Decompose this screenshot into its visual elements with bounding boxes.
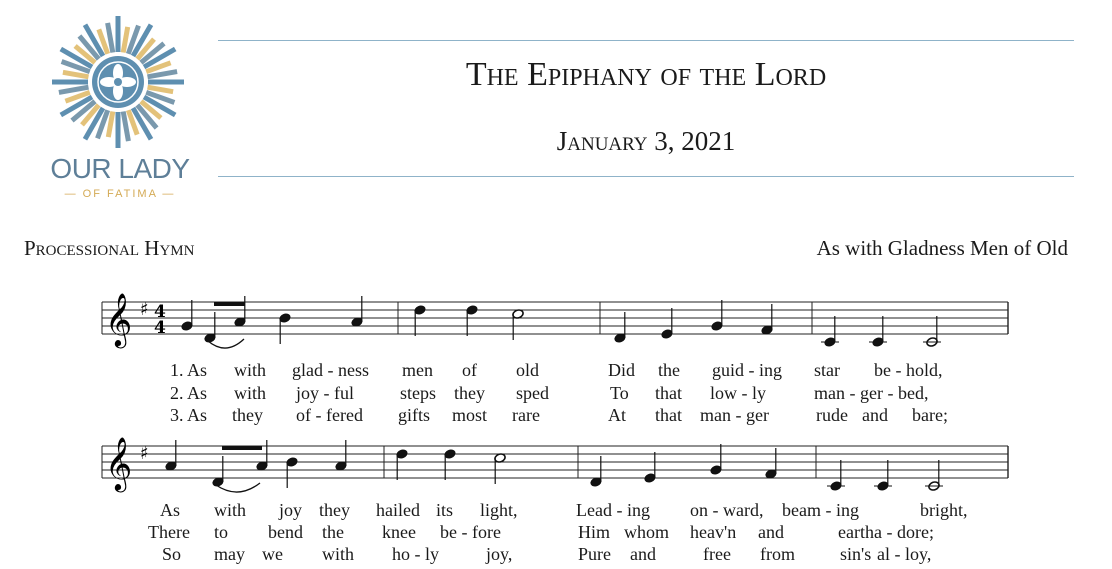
lyric-syllable: bend [268, 522, 303, 542]
lyric-syllable: joy - ful [296, 383, 354, 403]
hymn-title: As with Gladness Men of Old [816, 236, 1068, 260]
lyric-syllable: star [814, 360, 840, 380]
lyric-syllable: whom [624, 522, 669, 542]
lyric-syllable: from [760, 544, 795, 564]
lyric-syllable: gifts [398, 405, 431, 425]
section-heading: Processional Hymn [24, 236, 195, 260]
lyric-syllable: sin's [840, 544, 872, 564]
lyric-syllable: and [758, 522, 784, 542]
svg-text:4: 4 [154, 302, 166, 322]
svg-text:𝄞: 𝄞 [105, 436, 133, 490]
lyric-syllable: its [436, 500, 454, 520]
svg-text:♯: ♯ [140, 443, 149, 464]
lyric-syllable: low - ly [710, 383, 766, 403]
lyric-syllable: they [454, 383, 485, 403]
lyric-syllable: Lead - ing [576, 500, 650, 520]
lyric-syllable: with [322, 544, 355, 564]
lyric-syllable: Him [578, 522, 611, 542]
lyric-syllable: To [610, 383, 629, 403]
lyric-syllable: man - ger [700, 405, 769, 425]
lyric-syllable: There [148, 522, 190, 542]
lyric-syllable: beam - ing [782, 500, 859, 520]
lyric-syllable: joy [279, 500, 303, 520]
svg-text:♯: ♯ [140, 299, 149, 320]
lyric-syllable: may [214, 544, 245, 564]
lyric-syllable: men [402, 360, 433, 380]
lyric-syllable: sped [516, 383, 549, 403]
lyric-syllable: heav'n [690, 522, 737, 542]
lyric-syllable: of - fered [296, 405, 363, 425]
lyric-syllable: al - loy, [877, 544, 932, 564]
lyric-syllable: with [234, 360, 267, 380]
lyric-syllable: old [516, 360, 540, 380]
lyric-syllable: 2. As [170, 383, 208, 403]
logo-name: OUR LADY [50, 153, 190, 184]
lyric-syllable: a - dore; [874, 522, 934, 542]
lyric-syllable: steps [400, 383, 436, 403]
lyric-syllable: the [322, 522, 344, 542]
lyric-syllable: joy, [486, 544, 513, 564]
svg-text:𝄞: 𝄞 [105, 292, 133, 346]
lyric-syllable: bright, [920, 500, 968, 520]
lyric-syllable: free [703, 544, 731, 564]
lyric-syllable: that [655, 383, 682, 403]
lyric-syllable: Pure [578, 544, 611, 564]
lyric-syllable: be - fore [440, 522, 501, 542]
lyric-syllable: As [160, 500, 181, 520]
lyric-syllable: be - hold, [874, 360, 943, 380]
lyric-syllable: hailed [376, 500, 420, 520]
lyric-syllable: with [234, 383, 267, 403]
lyric-syllable: rude [816, 405, 848, 425]
lyric-syllable: guid - ing [712, 360, 782, 380]
lyric-syllable: and [862, 405, 888, 425]
lyric-syllable: 3. As [170, 405, 208, 425]
lyric-syllable: man - ger - bed, [814, 383, 929, 403]
lyric-syllable: 1. As [170, 360, 208, 380]
lyric-syllable: So [162, 544, 182, 564]
lyric-syllable: bare; [912, 405, 948, 425]
lyric-syllable: that [655, 405, 682, 425]
lyric-syllable: to [214, 522, 229, 542]
lyric-syllable: they [319, 500, 350, 520]
service-date: January 3, 2021 [556, 126, 736, 156]
lyric-syllable: with [214, 500, 247, 520]
lyric-syllable: and [630, 544, 656, 564]
lyric-syllable: At [608, 405, 626, 425]
lyric-syllable: glad - ness [292, 360, 369, 380]
lyric-syllable: light, [480, 500, 518, 520]
page-title: The Epiphany of the Lord [465, 56, 827, 93]
lyric-syllable: most [452, 405, 488, 425]
lyric-syllable: on - ward, [690, 500, 764, 520]
lyric-syllable: Did [608, 360, 635, 380]
lyric-syllable: they [232, 405, 263, 425]
logo-subtitle: — OF FATIMA — [64, 188, 176, 200]
lyric-syllable: knee [382, 522, 416, 542]
lyric-syllable: ho - ly [392, 544, 439, 564]
lyric-syllable: earth [838, 522, 874, 542]
lyric-syllable: we [262, 544, 283, 564]
lyric-syllable: of [462, 360, 477, 380]
svg-text:4: 4 [154, 318, 166, 338]
lyric-syllable: rare [512, 405, 540, 425]
lyric-syllable: the [658, 360, 680, 380]
